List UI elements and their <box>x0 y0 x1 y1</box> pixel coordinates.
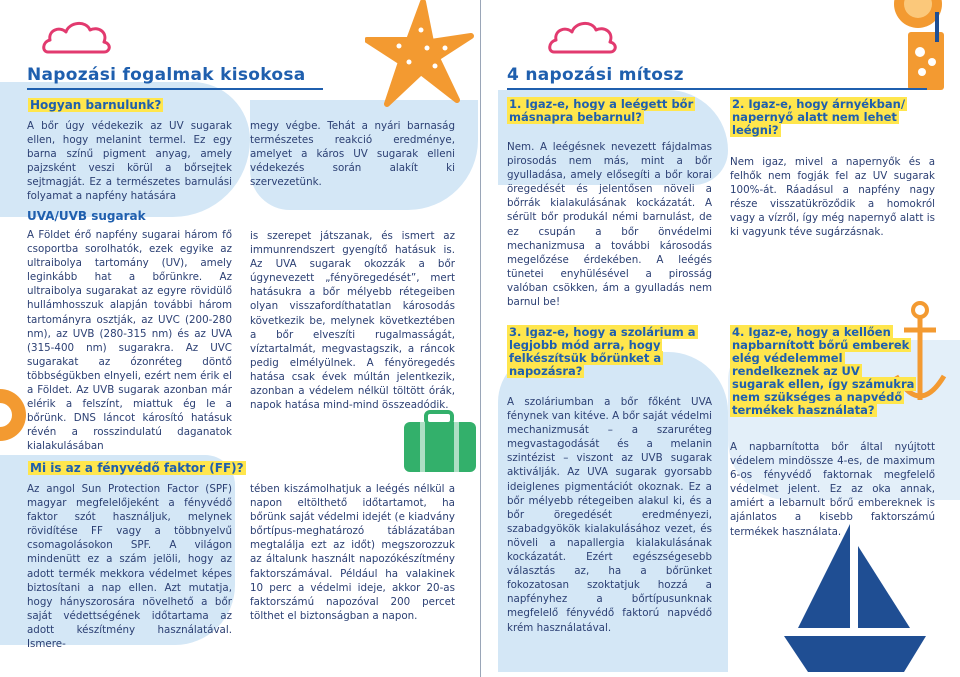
column2-text-mid: is szerepet játszanak, és ismert az immunrendszert gyengítő hatásuk is. Az UVA sugarak okozzák a bőr úgynevezett „fényöregedését”, mert hatásukra a bőr mélyebb rétegeiben olyan visszafordíthatatlan károsodás következik be, melynek következtében a bőr elveszíti rugalmasságát, víztartalmát, megvastagszik, a ráncok pedig elmélyülnek. A fényöregedés hatása csak évek múltán jelentkezik, azonban a védelem nélkül töltött órák, napok hatása mind-mind összeadódik. <box>250 230 455 412</box>
myth-2-text: Nem igaz, mivel a napernyők és a felhők nem fogják fel az UV sugarak 100%-át. Ráadásul a napfény nagy része visszatükröződik a homokról vagy a vízről, így még napernyő alatt is ki vagyunk téve sugárzásnak. <box>730 156 935 239</box>
myth-1-heading: 1. Igaz-e, hogy a leégett bőr másnapra bebarnul? <box>509 97 694 124</box>
section-heading-tanning: Hogyan barnulunk? <box>30 98 162 112</box>
column2-text-top: megy végbe. Tehát a nyári barnaság természetes reakció eredménye, amelyet a káros UV sugarak elleni védekezés során alakít ki szervezetünk. <box>250 120 455 189</box>
section-text-tanning: A bőr úgy védekezik az UV sugarak ellen, hogy melanint termel. Ez egy barna színű pigment anyag, amely pajzsként veszi körül a bőrsejtek sejtmagját. Ez a természetes barnulási folyamat a napfény hatására <box>27 120 232 203</box>
section-text-spf: Az angol Sun Protection Factor (SPF) magyar megfelelőjeként a fényvédő faktor szót használjuk, melynek rövidítése FF vagy a többnyelvű csomagolásokon SPF. A világon mindenütt ez a szám jelöli, hogy az adott termék mekkora védelmet képes biztosítani a nap ellen. Azt mutatja, hogy hányszorosára növelhető a bőr saját védettségének időtartama az adott készítmény használatával. Ismere- <box>27 483 232 651</box>
starfish-icon <box>365 0 475 110</box>
right-page-title: 4 napozási mítosz <box>507 65 684 85</box>
suitcase-icon <box>402 410 478 474</box>
myth-1-text: Nem. A leégésnek nevezett fájdalmas pirosodás nem más, mint a bőr gyulladása, amely elősegíti a bőr korai öregedését és jelentősen növeli a bőrrák kialakulásának kockázatát. A sérült bőr produkál némi barnulást, de ez csupán a bőr önvédelmi mechanizmusa a további károsodás megelőzése érdekében. A leégés tünetei enyhülésével a pirosság valóban csökken, ám a gyulladás nem barnul be! <box>507 141 712 309</box>
sailboat-icon <box>780 520 930 675</box>
page-fold <box>480 0 481 677</box>
section-text-uv: A Földet érő napfény sugarai három fő csoportba sorolhatók, ezek egyike az ultraibolya tartomány (UV), amely leginkább hat a bőrünkre. Az ultraibolya sugarakat az egyre rövidülő hullámhosszuk alapján további három tartományra osztják, az UVC (200-280 nm), az UVB (280-315 nm) és az UVA (315-400 nm) sugarakra. Az UVC sugarakat az ózonréteg döntő többségükben elnyeli, ezért nem érik el a Földet. Az UVB sugarak azonban már elérik a felszínt, miattuk ég le a bőrünk. DNS láncot károsító hatásuk révén a rosszindulatú daganatok kialakulásában <box>27 229 232 453</box>
cloud-icon <box>548 18 618 56</box>
myth-3-heading: 3. Igaz-e, hogy a szolárium a legjobb mód arra, hogy felkészítsük bőrünket a napozásra? <box>509 325 696 378</box>
title-underline <box>507 88 927 90</box>
left-page-title: Napozási fogalmak kisokosa <box>27 65 306 85</box>
myth-4-text: A napbarnította bőr által nyújtott védelem mindössze 4-es, de maximum 6-os fényvédő faktornak megfelelő védelmet jelent. Ez az oka annak, amiért a lebarnult bőrű embereknek is ajánlatos a kisebb faktorszámú termékek használata. <box>730 441 935 538</box>
myth-2-heading: 2. Igaz-e, hogy árnyékban/ napernyő alatt nem lehet leégni? <box>732 97 906 137</box>
cloud-icon <box>42 18 112 56</box>
section-heading-spf: Mi is az a fényvédő faktor (FF)? <box>30 461 244 475</box>
column2-text-bottom: tében kiszámolhatjuk a leégés nélkül a napon eltölthető időtartamot, ha bőrünk saját védelmi idejét (e kiadvány bőrtípus-meghatározó táblázatában megtalálja ezt az időt) megszorozzuk az általunk használt napozókészítmény faktorszámával. Például ha valakinek 10 perc a védelmi ideje, akkor 20-as faktorszámú napozóval 200 percet tölthet el biztonságban a napon. <box>250 483 455 622</box>
myth-3-text: A szoláriumban a bőr főként UVA fénynek van kitéve. A bőr saját védelmi mechanizmusát – a szaruréteg megvastagodását és a melanin szintézist – viszont az UVB sugarak aktiválják. Az UVA sugarak gyorsabb ideiglenes pigmentációt okoznak. Ez a bőr mélyebb rétegeiben alakul ki, és a bőr öregedését eredményezi, szabadgyökök kialakulásához vezet, és növeli a napallergia kialakulásának kockázatát. Ezért egészségesebb választás az, ha a bőrünket fokozatosan szoktatjuk hozzá a napfényhez a bőrtípusunknak megfelelő fényvédő faktorú napvédő krém használatával. <box>507 396 712 634</box>
title-underline <box>27 88 323 90</box>
myth-4-heading: 4. Igaz-e, hogy a kellően napbarnított bőrű emberek elég védelemmel rendelkeznek az UV sugarak ellen, így számukra nem szükséges a napvédő termékek használata? <box>732 325 915 417</box>
cocktail-icon <box>900 12 955 92</box>
section-heading-uv: UVA/UVB sugarak <box>27 209 146 223</box>
